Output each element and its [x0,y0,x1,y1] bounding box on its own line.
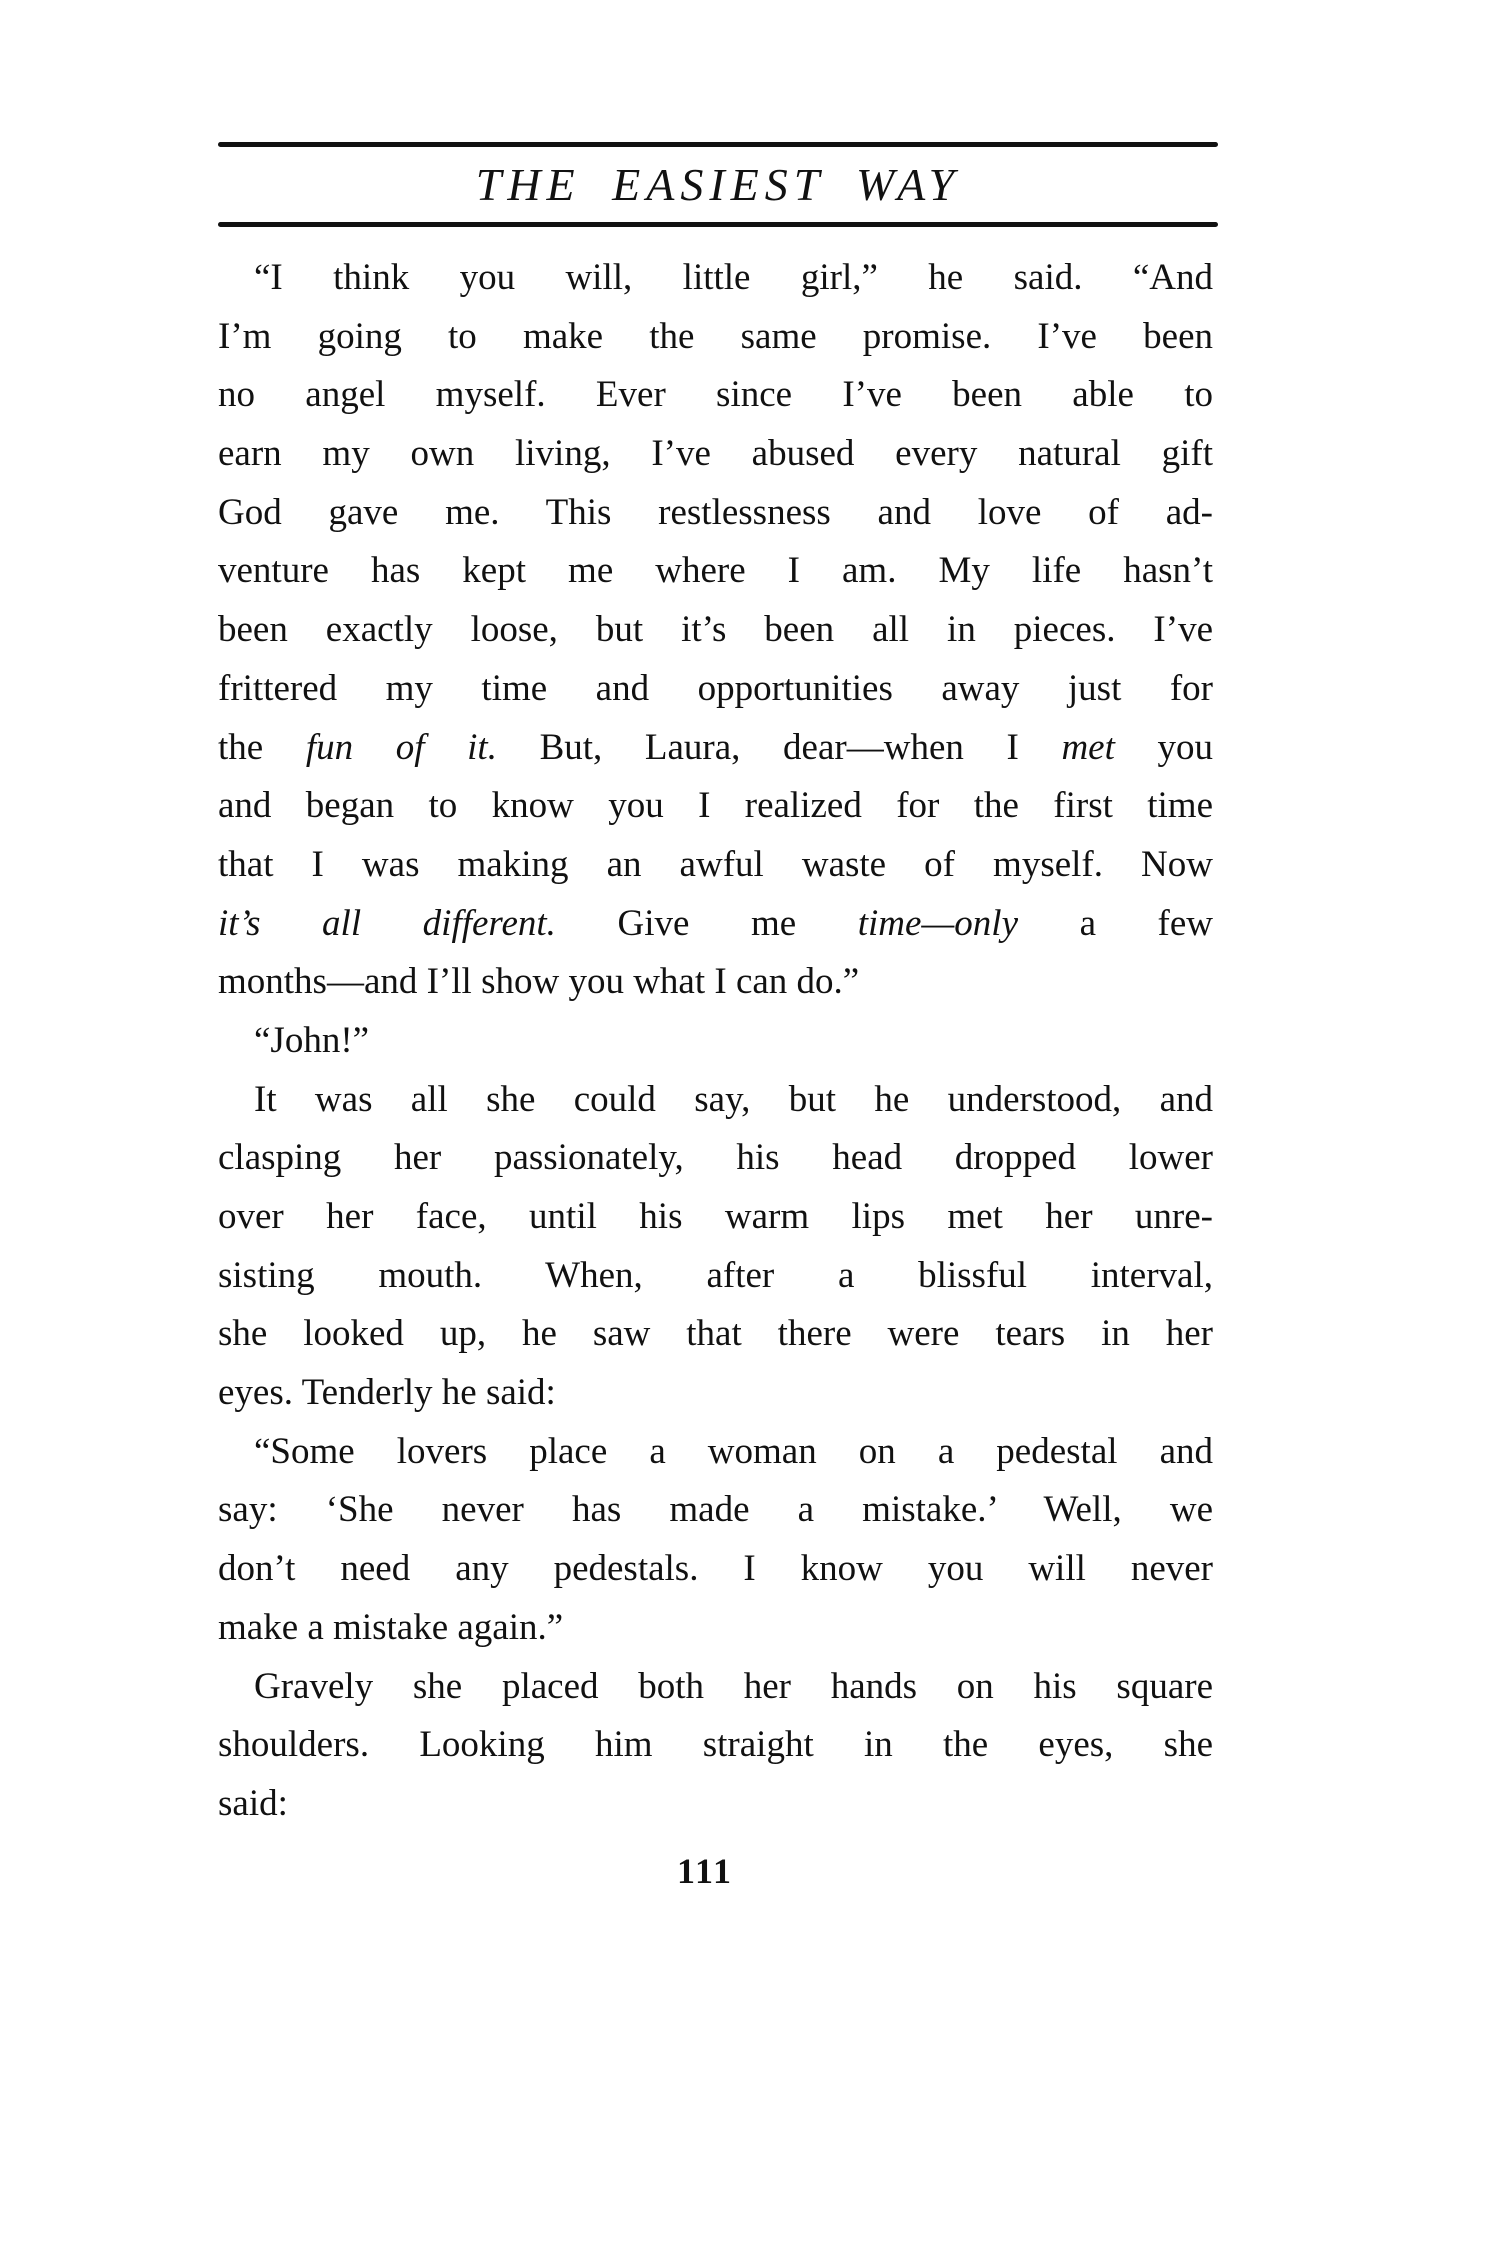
text-line [218,1423,1213,1482]
page-number: 111 [676,1851,734,1891]
text-line [218,1305,1213,1364]
text-line [218,1247,1213,1306]
italic-text: time—only [857,902,1019,944]
text-segment: say: ‘She never has made a mistake.’ Well, we [218,1489,1213,1531]
text-line [218,1129,1213,1188]
text-segment: a few [1018,902,1214,944]
text-segment: “I think you will, little girl,” he said. “And [254,257,1213,298]
text-segment: sisting mouth. When, after a blissful interval, [218,1254,1213,1296]
text-segment: God gave me. This restlessness and love of ad- [218,491,1213,533]
text-segment: you [1114,726,1213,768]
text-segment: months—and I’ll show you what I can do.” [218,961,860,1003]
text-line [218,366,1213,425]
text-line [218,425,1213,484]
text-line [218,1012,1213,1071]
text-line [218,1540,1213,1599]
text-line [218,777,1213,836]
text-segment: make a mistake again.” [218,1606,564,1648]
text-segment: no angel myself. Ever since I’ve been able to [218,374,1213,416]
text-segment: said: [218,1782,288,1824]
text-segment: eyes. Tenderly he said: [218,1372,556,1414]
text-line [218,953,1213,1012]
text-segment: don’t need any pedestals. I know you will never [218,1548,1213,1590]
text-segment: she looked up, he saw that there were tears in her [218,1313,1213,1355]
text-segment: that I was making an awful waste of myself. Now [218,843,1213,885]
text-segment: Gravely she placed both her hands on his square [254,1665,1213,1707]
text-segment: earn my own living, I’ve abused every natural gift [218,433,1213,475]
italic-text: fun of it. [305,726,497,768]
text-segment: and began to know you I realized for the first time [218,785,1213,827]
text-line [218,1364,1213,1423]
running-head: THE EASIEST WAY [475,159,961,210]
text-segment: venture has kept me where I am. My life hasn’t [218,550,1213,592]
text-line [218,1188,1213,1247]
text-segment: But, Laura, dear—when I [496,726,1062,768]
text-segment: shoulders. Looking him straight in the eyes, she [218,1724,1213,1766]
text-segment: It was all she could say, but he understood, and [254,1078,1213,1120]
text-line [218,660,1213,719]
text-line [218,484,1213,543]
text-line [218,1775,1213,1834]
text-line [218,719,1213,778]
text-segment: over her face, until his warm lips met her unre- [218,1196,1213,1237]
text-line [218,542,1213,601]
text-line [218,1481,1213,1540]
text-line [218,836,1213,895]
text-line [218,601,1213,660]
text-segment: the [218,726,306,768]
text-segment: “John!” [254,1019,370,1061]
text-line [218,1071,1213,1130]
text-segment: Give me [555,902,858,944]
text-line [218,308,1213,367]
text-segment: frittered my time and opportunities away just for [218,667,1213,709]
text-segment: I’m going to make the same promise. I’ve been [218,315,1213,357]
text-line [218,1658,1213,1717]
text-line [218,1716,1213,1775]
header-rule-top [218,142,1218,147]
italic-text: met [1061,726,1115,768]
text-line [218,249,1213,308]
italic-text: it’s all different. [218,902,556,944]
text-segment: clasping her passionately, his head dropped lower [218,1137,1213,1179]
body-text [218,249,1213,1834]
text-line [218,895,1213,954]
text-line [218,1599,1213,1658]
header-rule-bottom [218,222,1218,227]
text-segment: been exactly loose, but it’s been all in pieces. I’ve [218,609,1213,651]
text-segment: “Some lovers place a woman on a pedestal and [254,1430,1213,1472]
